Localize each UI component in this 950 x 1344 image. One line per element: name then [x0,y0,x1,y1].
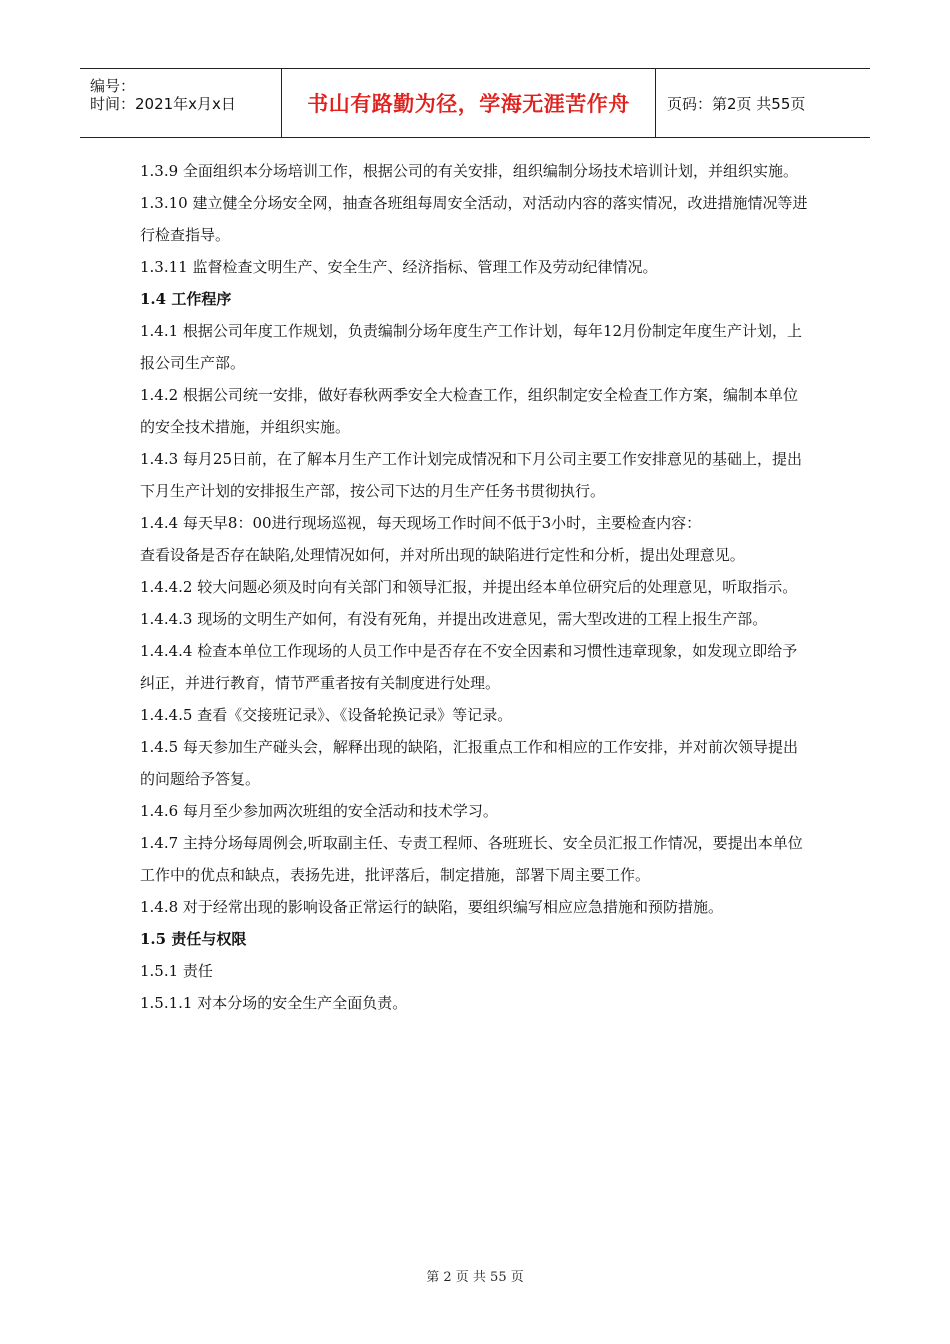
paragraph: 1.4.5 每天参加生产碰头会，解释出现的缺陷，汇报重点工作和相应的工作安排，并对前次领导提出的问题给予答复。 [140,738,798,788]
code-label: 编号： [90,77,136,95]
paragraph: 1.3.11 监督检查文明生产、安全生产、经济指标、管理工作及劳动纪律情况。 [140,258,658,276]
motto-text: 书山有路勤为径，学海无涯苦作舟 [307,92,630,116]
paragraph: 查看设备是否存在缺陷,处理情况如何，并对所出现的缺陷进行定性和分析，提出处理意见。 [140,546,745,564]
paragraph: 1.4.4.4 检查本单位工作现场的人员工作中是否存在不安全因素和习惯性违章现象，如发现立即给予纠正，并进行教育，情节严重者按有关制度进行处理。 [140,642,798,692]
paragraph: 1.4.2 根据公司统一安排，做好春秋两季安全大检查工作，组织制定安全检查工作方案，编制本单位的安全技术措施，并组织实施。 [140,386,798,436]
paragraph: 1.5.1 责任 [140,962,213,980]
paragraph: 1.4.4 每天早8：00进行现场巡视，每天现场工作时间不低于3小时，主要检查内容： [140,514,702,532]
paragraph: 1.4.1 根据公司年度工作规划，负责编制分场年度生产工作计划，每年12月份制定年度生产计划，上报公司生产部。 [140,322,803,372]
section-heading: 1.4 工作程序 [140,290,232,308]
paragraph: 1.4.4.5 查看《交接班记录》、《设备轮换记录》等记录。 [140,706,513,724]
page-footer: 第 2 页 共 55 页 [426,1270,524,1285]
paragraph: 1.4.4.3 现场的文明生产如何，有没有死角，并提出改进意见，需大型改进的工程上报生产部。 [140,610,768,628]
paragraph: 1.4.3 每月25日前，在了解本月生产工作计划完成情况和下月公司主要工作安排意见的基础上，提出下月生产计划的安排报生产部，按公司下达的月生产任务书贯彻执行。 [140,450,803,500]
header-page-cell [655,69,870,137]
paragraph: 1.4.7 主持分场每周例会,听取副主任、专责工程师、各班班长、安全员汇报工作情况，要提出本单位工作中的优点和缺点，表扬先进，批评落后，制定措施，部署下周主要工作。 [140,834,803,884]
document-body [140,155,812,1019]
page-header [80,68,870,138]
paragraph: 1.4.8 对于经常出现的影响设备正常运行的缺陷，要组织编写相应应急措施和预防措施。 [140,898,723,916]
section-heading: 1.5 责任与权限 [140,930,247,948]
paragraph: 1.4.4.2 较大问题必须及时向有关部门和领导汇报，并提出经本单位研究后的处理意见，听取指示。 [140,578,798,596]
paragraph: 1.3.9 全面组织本分场培训工作，根据公司的有关安排，组织编制分场技术培训计划，并组织实施。 [140,162,798,180]
paragraph: 1.5.1.1 对本分场的安全生产全面负责。 [140,994,408,1012]
paragraph: 1.3.10 建立健全分场安全网，抽查各班组每周安全活动，对活动内容的落实情况，改进措施情况等进行检查指导。 [140,194,808,244]
header-motto-cell [281,69,656,137]
paragraph: 1.4.6 每月至少参加两次班组的安全活动和技术学习。 [140,802,498,820]
header-meta-cell [80,69,281,137]
header-page-info: 页码：第2页 共55页 [667,94,806,113]
date-label: 时间：2021年x月x日 [90,95,236,113]
